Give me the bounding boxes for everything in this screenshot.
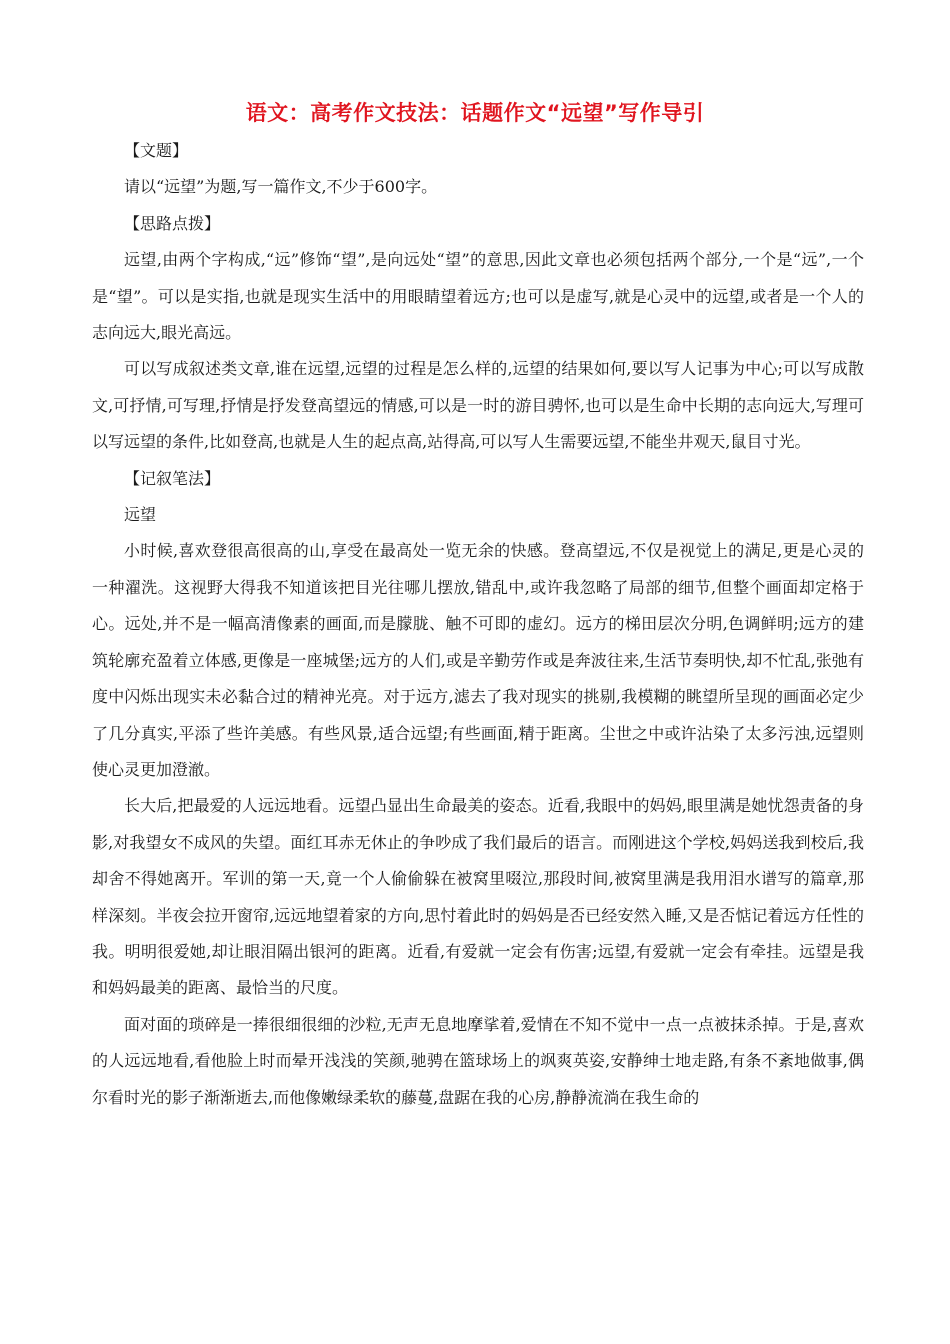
section-heading: 【记叙笔法】 xyxy=(124,468,221,488)
section-heading: 远望 xyxy=(124,505,157,525)
body-paragraph: 小时候,喜欢登很高很高的山,享受在最高处一览无余的快感。登高望远,不仅是视觉上的满足,更是心灵的一种濯洗。这视野大得我不知道该把目光往哪儿摆放,错乱中,或许我忽略了局部的细节,但整个画面却定格于心。远处,并不是一幅高清像素的画面,而是朦胧、触不可即的虚幻。远方的梯田层次分明,色调鲜明;远方的建筑轮廓充盈着立体感,更像是一座城堡;远方的人们,或是辛勤劳作或是奔波往来,生活节奏明快,却不忙乱,张弛有度中闪烁出现实未必黏合过的精神光亮。对于远方,滤去了我对现实的挑剔,我模糊的眺望所呈现的画面必定少了几分真实,平添了些许美感。有些风景,适合远望;有些画面,精于距离。尘世之中或许沾染了太多污浊,远望则使心灵更加澄澈。 xyxy=(92,541,864,779)
body-paragraph: 面对面的琐碎是一捧很细很细的沙粒,无声无息地摩挲着,爱情在不知不觉中一点一点被抹杀掉。于是,喜欢的人远远地看,看他脸上时而晕开浅浅的笑颜,驰骋在篮球场上的飒爽英姿,安静绅士地走路,有条不紊地做事,偶尔看时光的影子渐渐逝去,而他像嫩绿柔软的藤蔓,盘踞在我的心房,静静流淌在我生命的 xyxy=(92,1014,864,1107)
body-paragraph: 长大后,把最爱的人远远地看。远望凸显出生命最美的姿态。近看,我眼中的妈妈,眼里满是她忧怨责备的身影,对我望女不成风的失望。面红耳赤无休止的争吵成了我们最后的语言。而刚进这个学校,妈妈送我到校后,我却舍不得她离开。军训的第一天,竟一个人偷偷躲在被窝里啜泣,那段时间,被窝里满是我用泪水谱写的篇章,那样深刻。半夜会拉开窗帘,远远地望着家的方向,思忖着此时的妈妈是否已经安然入睡,又是否惦记着远方任性的我。明明很爱她,却让眼泪隔出银河的距离。近看,有爱就一定会有伤害;远望,有爱就一定会有牵挂。远望是我和妈妈最美的距离、最恰当的尺度。 xyxy=(92,796,864,998)
document-title: 语文：高考作文技法：话题作文“远望”写作导引 xyxy=(245,101,705,125)
body-paragraph: 请以“远望”为题,写一篇作文,不少于600字。 xyxy=(124,177,438,197)
body-paragraph: 可以写成叙述类文章,谁在远望,远望的过程是怎么样的,远望的结果如何,要以写人记事为中心;可以写成散文,可抒情,可写理,抒情是抒发登高望远的情感,可以是一时的游目骋怀,也可以是生命中长期的志向远大,写理可以写远望的条件,比如登高,也就是人生的起点高,站得高,可以写人生需要远望,不能坐井观天,鼠目寸光。 xyxy=(92,359,864,452)
section-heading: 【思路点拨】 xyxy=(124,213,221,233)
section-heading: 【文题】 xyxy=(124,141,189,160)
body-paragraph: 远望,由两个字构成,“远”修饰“望”,是向远处“望”的意思,因此文章也必须包括两个部分,一个是“远”,一个是“望”。可以是实指,也就是现实生活中的用眼睛望着远方;也可以是虚写,就是心灵中的远望,或者是一个人的志向远大,眼光高远。 xyxy=(92,250,864,343)
document-body xyxy=(92,133,864,1116)
